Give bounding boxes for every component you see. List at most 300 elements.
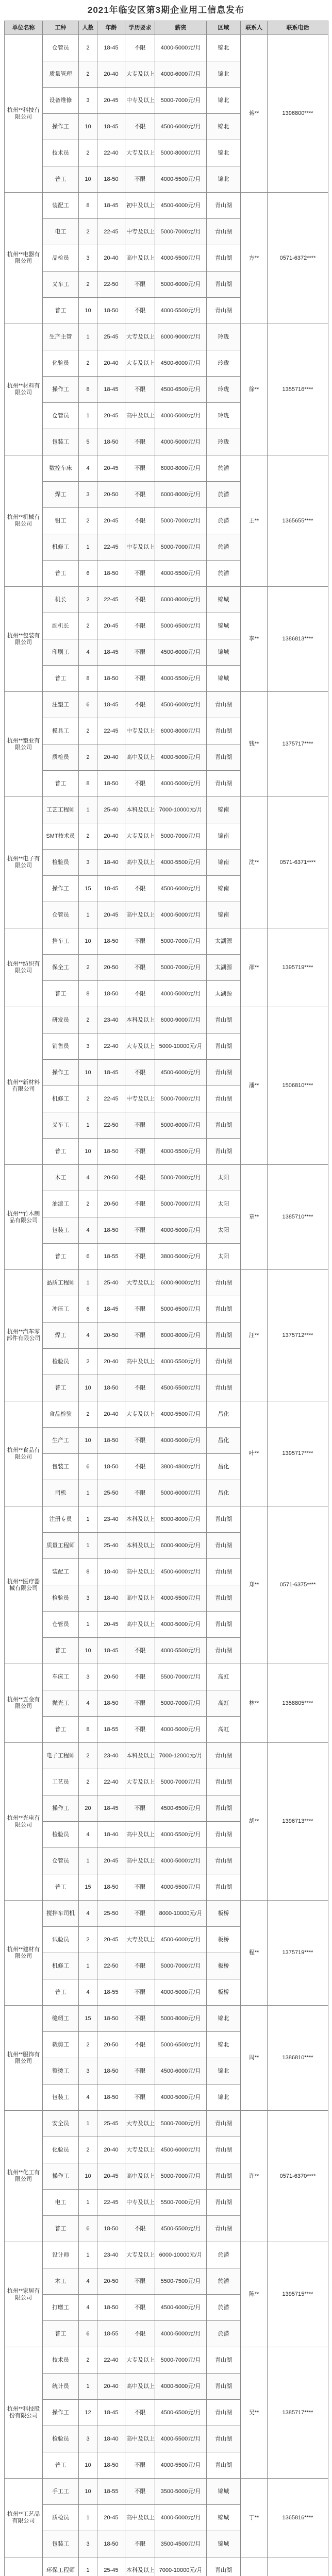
salary-cell: 4000-5000元/月 (155, 1428, 207, 1454)
count-cell: 2 (79, 1007, 97, 1033)
education-cell: 不限 (125, 1060, 155, 1086)
education-cell: 不限 (125, 1296, 155, 1323)
count-cell: 2 (79, 955, 97, 981)
age-cell: 18-50 (97, 2295, 125, 2321)
age-cell: 25-40 (97, 797, 125, 823)
education-cell: 不限 (125, 429, 155, 455)
position-cell: 品检员 (43, 245, 79, 272)
age-cell: 18-50 (97, 666, 125, 692)
count-cell: 6 (79, 1454, 97, 1480)
position-cell: 技术员 (43, 2347, 79, 2374)
count-cell: 15 (79, 2006, 97, 2032)
count-cell: 10 (79, 298, 97, 324)
count-cell: 1 (79, 797, 97, 823)
position-cell: 模具工 (43, 718, 79, 744)
table-row (5, 35, 328, 61)
salary-cell: 6000-9000元/月 (155, 1533, 207, 1559)
count-cell: 6 (79, 692, 97, 718)
area-cell: 青山湖 (207, 193, 241, 219)
phone-cell: 1385710**** (268, 1165, 328, 1270)
phone-cell: 0571-6371**** (268, 797, 328, 928)
area-cell: 青山湖 (207, 1822, 241, 1848)
area-cell: 青山湖 (207, 1506, 241, 1533)
area-cell: 青山湖 (207, 744, 241, 771)
company-name-cell: 杭州**科技有限公司 (5, 35, 43, 193)
salary-cell: 5000-7000元/月 (155, 219, 207, 245)
count-cell: 2 (79, 140, 97, 166)
count-cell: 2 (79, 2137, 97, 2163)
education-cell: 不限 (125, 666, 155, 692)
company-name-cell: 杭州**服饰有限公司 (5, 2006, 43, 2111)
salary-cell: 5000-7000元/月 (155, 1769, 207, 1795)
count-cell: 2 (79, 219, 97, 245)
age-cell: 23-40 (97, 1007, 125, 1033)
age-cell: 18-50 (97, 2058, 125, 2084)
table-row (5, 2557, 328, 2576)
salary-cell: 4500-6000元/月 (155, 1060, 207, 1086)
age-cell: 18-50 (97, 298, 125, 324)
position-cell: 工艺员 (43, 1769, 79, 1795)
education-cell: 不限 (125, 587, 155, 613)
position-cell: 机修工 (43, 1086, 79, 1112)
position-cell: 木工 (43, 2268, 79, 2295)
education-cell: 不限 (125, 508, 155, 534)
age-cell: 20-45 (97, 2163, 125, 2190)
area-cell: 板桥 (207, 1901, 241, 1927)
count-cell: 4 (79, 455, 97, 482)
position-cell: 安全员 (43, 2111, 79, 2137)
position-cell: 技术员 (43, 140, 79, 166)
count-cell: 2 (79, 1086, 97, 1112)
position-cell: 环保工程师 (43, 2557, 79, 2576)
count-cell: 4 (79, 2084, 97, 2111)
phone-cell: 0571-6372**** (268, 193, 328, 324)
education-cell: 不限 (125, 1480, 155, 1506)
table-row (5, 324, 328, 350)
contact-cell: 徐** (241, 324, 268, 455)
contact-cell: 周** (241, 2006, 268, 2111)
age-cell: 20-50 (97, 955, 125, 981)
salary-cell: 5000-7000元/月 (155, 823, 207, 850)
education-cell: 高中及以上 (125, 850, 155, 876)
table-row (5, 1165, 328, 1191)
count-cell: 10 (79, 166, 97, 193)
age-cell: 18-40 (97, 850, 125, 876)
education-cell: 中专及以上 (125, 718, 155, 744)
position-cell: 操作工 (43, 876, 79, 902)
age-cell: 18-45 (97, 876, 125, 902)
contact-cell: 方** (241, 193, 268, 324)
count-cell: 1 (79, 2505, 97, 2531)
position-cell: 研发员 (43, 1007, 79, 1033)
table-row (5, 587, 328, 613)
salary-cell: 4000-5000元/月 (155, 2084, 207, 2111)
education-cell: 高中及以上 (125, 1848, 155, 1874)
position-cell: 普工 (43, 1375, 79, 1401)
table-row (5, 455, 328, 482)
area-cell: 青山湖 (207, 2137, 241, 2163)
table-header-row (5, 21, 328, 35)
education-cell: 高中及以上 (125, 403, 155, 429)
position-cell: 打磨工 (43, 2295, 79, 2321)
position-cell: 电子工程师 (43, 1743, 79, 1769)
position-cell: 普工 (43, 298, 79, 324)
area-cell: 青山湖 (207, 1638, 241, 1664)
education-cell: 高中及以上 (125, 245, 155, 272)
age-cell: 18-45 (97, 1795, 125, 1822)
age-cell: 18-50 (97, 2216, 125, 2242)
age-cell: 18-40 (97, 2426, 125, 2452)
company-name-cell: 杭州**化工有限公司 (5, 2111, 43, 2242)
count-cell: 1 (79, 2557, 97, 2576)
salary-cell: 7000-10000元/月 (155, 797, 207, 823)
position-cell: 机长 (43, 587, 79, 613)
education-cell: 不限 (125, 35, 155, 61)
area-cell: 於潜 (207, 482, 241, 508)
area-cell: 青山湖 (207, 1848, 241, 1874)
salary-cell: 4500-6000元/月 (155, 2058, 207, 2084)
table-row (5, 193, 328, 219)
age-cell: 22-45 (97, 718, 125, 744)
company-name-cell: 杭州**机械有限公司 (5, 455, 43, 587)
salary-cell: 5000-6500元/月 (155, 2032, 207, 2058)
education-cell: 不限 (125, 771, 155, 797)
salary-cell: 4500-6000元/月 (155, 639, 207, 666)
salary-cell: 7000-12000元/月 (155, 1743, 207, 1769)
contact-cell: 郑** (241, 1506, 268, 1664)
age-cell: 22-45 (97, 219, 125, 245)
area-cell: 青山湖 (207, 2557, 241, 2576)
phone-cell: 1365816**** (268, 2479, 328, 2557)
age-cell: 20-45 (97, 1848, 125, 1874)
position-cell: 焊工 (43, 482, 79, 508)
education-cell: 高中及以上 (125, 1559, 155, 1585)
count-cell: 4 (79, 639, 97, 666)
area-cell: 青山湖 (207, 1795, 241, 1822)
count-cell: 15 (79, 1874, 97, 1901)
area-cell: 青山湖 (207, 1060, 241, 1086)
count-cell: 4 (79, 2268, 97, 2295)
phone-cell: 1385717**** (268, 2347, 328, 2479)
count-cell: 6 (79, 2321, 97, 2347)
contact-cell: 叶** (241, 1401, 268, 1506)
area-cell: 太阳 (207, 1191, 241, 1217)
age-cell: 18-40 (97, 1585, 125, 1612)
age-cell: 20-40 (97, 744, 125, 771)
contact-cell: 王** (241, 455, 268, 587)
salary-cell: 5000-6000元/月 (155, 1480, 207, 1506)
education-cell: 中专及以上 (125, 219, 155, 245)
table-row (5, 1270, 328, 1296)
phone-cell: 1375712**** (268, 1270, 328, 1401)
age-cell: 18-45 (97, 114, 125, 140)
age-cell: 20-50 (97, 1165, 125, 1191)
salary-cell: 4500-5500元/月 (155, 2216, 207, 2242)
salary-cell: 6000-8000元/月 (155, 1323, 207, 1349)
count-cell: 6 (79, 1244, 97, 1270)
salary-cell: 5000-7000元/月 (155, 955, 207, 981)
position-cell: 质检员 (43, 2505, 79, 2531)
age-cell: 22-50 (97, 1953, 125, 1979)
salary-cell: 6000-10000元/月 (155, 2242, 207, 2268)
education-cell: 高中及以上 (125, 1822, 155, 1848)
education-cell: 不限 (125, 955, 155, 981)
age-cell: 18-50 (97, 429, 125, 455)
position-cell: 车床工 (43, 1664, 79, 1690)
count-cell: 10 (79, 1139, 97, 1165)
education-cell: 大专及以上 (125, 1401, 155, 1428)
count-cell: 6 (79, 1296, 97, 1323)
area-cell: 锦北 (207, 114, 241, 140)
area-cell: 玲珑 (207, 403, 241, 429)
salary-cell: 4500-5500元/月 (155, 1375, 207, 1401)
age-cell: 18-45 (97, 2400, 125, 2426)
education-cell: 不限 (125, 1638, 155, 1664)
position-cell: 质量工程师 (43, 1533, 79, 1559)
company-name-cell: 杭州**纺织有限公司 (5, 928, 43, 1007)
salary-cell: 4000-5000元/月 (155, 1848, 207, 1874)
area-cell: 太阳 (207, 1217, 241, 1244)
position-cell: 电工 (43, 2190, 79, 2216)
salary-cell: 4000-5000元/月 (155, 771, 207, 797)
count-cell: 4 (79, 1979, 97, 2006)
count-cell: 1 (79, 1270, 97, 1296)
salary-cell: 7000-10000元/月 (155, 2557, 207, 2576)
salary-cell: 4500-6000元/月 (155, 193, 207, 219)
area-cell: 於潜 (207, 455, 241, 482)
age-cell: 25-45 (97, 2111, 125, 2137)
education-cell: 不限 (125, 2268, 155, 2295)
position-cell: 保全工 (43, 955, 79, 981)
education-cell: 不限 (125, 298, 155, 324)
position-cell: 仓管员 (43, 35, 79, 61)
area-cell: 青山湖 (207, 1007, 241, 1033)
area-cell: 锦城 (207, 2505, 241, 2531)
area-cell: 锦南 (207, 797, 241, 823)
count-cell: 3 (79, 1664, 97, 1690)
age-cell: 22-45 (97, 534, 125, 561)
salary-cell: 4000-5000元/月 (155, 403, 207, 429)
age-cell: 18-45 (97, 193, 125, 219)
age-cell: 18-40 (97, 1559, 125, 1585)
position-cell: 操作工 (43, 1060, 79, 1086)
education-cell: 不限 (125, 272, 155, 298)
count-cell: 10 (79, 1375, 97, 1401)
salary-cell: 4500-6000元/月 (155, 1559, 207, 1585)
position-cell: 普工 (43, 166, 79, 193)
salary-cell: 6000-9000元/月 (155, 324, 207, 350)
company-name-cell: 杭州**塑业有限公司 (5, 692, 43, 797)
position-cell: 包装工 (43, 429, 79, 455)
salary-cell: 6000-8000元/月 (155, 455, 207, 482)
count-cell: 8 (79, 981, 97, 1007)
position-cell: 机修工 (43, 534, 79, 561)
area-cell: 锦南 (207, 902, 241, 928)
salary-cell: 5000-7000元/月 (155, 1690, 207, 1717)
count-cell: 4 (79, 1822, 97, 1848)
count-cell: 2 (79, 350, 97, 377)
salary-cell: 4000-5500元/月 (155, 1139, 207, 1165)
table-row (5, 2479, 328, 2505)
count-cell: 10 (79, 2163, 97, 2190)
position-cell: 操作工 (43, 2400, 79, 2426)
position-cell: 普工 (43, 561, 79, 587)
salary-cell: 5000-8000元/月 (155, 2006, 207, 2032)
age-cell: 18-45 (97, 35, 125, 61)
phone-cell (268, 2557, 328, 2576)
salary-cell: 4000-5500元/月 (155, 245, 207, 272)
education-cell: 中专及以上 (125, 2190, 155, 2216)
salary-cell: 6000-8000元/月 (155, 587, 207, 613)
education-cell: 不限 (125, 1165, 155, 1191)
age-cell: 18-45 (97, 639, 125, 666)
age-cell: 20-45 (97, 88, 125, 114)
education-cell: 不限 (125, 2400, 155, 2426)
area-cell: 於潜 (207, 2295, 241, 2321)
position-cell: 操作工 (43, 1795, 79, 1822)
position-cell: 木工 (43, 1165, 79, 1191)
area-cell: 锦北 (207, 2084, 241, 2111)
phone-cell: 1355716**** (268, 324, 328, 455)
education-cell: 本科及以上 (125, 1007, 155, 1033)
salary-cell: 4000-5500元/月 (155, 2452, 207, 2479)
position-cell: 普工 (43, 1244, 79, 1270)
count-cell: 10 (79, 1638, 97, 1664)
count-cell: 4 (79, 1690, 97, 1717)
company-name-cell: 杭州**五金有限公司 (5, 1664, 43, 1743)
salary-cell: 5000-7000元/月 (155, 928, 207, 955)
phone-cell: 1365655**** (268, 455, 328, 587)
education-cell: 不限 (125, 2006, 155, 2032)
position-cell: 司机 (43, 1480, 79, 1506)
position-cell: 检验员 (43, 2426, 79, 2452)
salary-cell: 5000-6500元/月 (155, 613, 207, 639)
area-cell: 锦城 (207, 2479, 241, 2505)
count-cell: 1 (79, 1112, 97, 1139)
contact-cell: 陈** (241, 2242, 268, 2347)
table-row (5, 1007, 328, 1033)
position-cell: 普工 (43, 666, 79, 692)
position-cell: SMT技术员 (43, 823, 79, 850)
page-title: 2021年临安区第3期企业用工信息发布 (87, 5, 245, 15)
table-row (5, 1664, 328, 1690)
position-cell: 包装工 (43, 2531, 79, 2557)
education-cell: 高中及以上 (125, 1612, 155, 1638)
salary-cell: 4000-5500元/月 (155, 298, 207, 324)
count-cell: 6 (79, 561, 97, 587)
age-cell: 18-45 (97, 1060, 125, 1086)
age-cell: 20-45 (97, 1927, 125, 1953)
area-cell: 青山湖 (207, 1349, 241, 1375)
company-name-cell (5, 2557, 43, 2576)
position-cell: 设备维修 (43, 88, 79, 114)
age-cell: 22-40 (97, 1033, 125, 1060)
salary-cell: 4500-6000元/月 (155, 876, 207, 902)
salary-cell: 6000-8000元/月 (155, 718, 207, 744)
count-cell: 2 (79, 1743, 97, 1769)
header-count: 人数 (79, 21, 97, 35)
company-name-cell: 杭州**建材有限公司 (5, 1901, 43, 2006)
area-cell: 青山湖 (207, 771, 241, 797)
position-cell: 操作工 (43, 377, 79, 403)
position-cell: 普工 (43, 2452, 79, 2479)
position-cell: 化验员 (43, 350, 79, 377)
area-cell: 玲珑 (207, 350, 241, 377)
age-cell: 20-50 (97, 1323, 125, 1349)
count-cell: 1 (79, 2242, 97, 2268)
salary-cell: 4500-6000元/月 (155, 350, 207, 377)
area-cell: 锦南 (207, 823, 241, 850)
area-cell: 锦城 (207, 613, 241, 639)
education-cell: 本科及以上 (125, 1533, 155, 1559)
area-cell: 锦北 (207, 88, 241, 114)
salary-cell: 3500-4500元/月 (155, 2531, 207, 2557)
age-cell: 18-50 (97, 2531, 125, 2557)
education-cell: 高中及以上 (125, 2163, 155, 2190)
position-cell: 挡车工 (43, 928, 79, 955)
area-cell: 青山湖 (207, 219, 241, 245)
education-cell: 高中及以上 (125, 1349, 155, 1375)
salary-cell: 4000-5500元/月 (155, 1349, 207, 1375)
education-cell: 不限 (125, 2452, 155, 2479)
salary-cell: 4000-5500元/月 (155, 850, 207, 876)
count-cell: 1 (79, 902, 97, 928)
salary-cell: 3800-5000元/月 (155, 1244, 207, 1270)
position-cell: 整烫工 (43, 2058, 79, 2084)
salary-cell: 3500-5000元/月 (155, 2479, 207, 2505)
count-cell: 12 (79, 2400, 97, 2426)
count-cell: 2 (79, 272, 97, 298)
position-cell: 统计员 (43, 2374, 79, 2400)
area-cell: 板桥 (207, 1927, 241, 1953)
education-cell: 不限 (125, 166, 155, 193)
phone-cell: 0571-6370**** (268, 2111, 328, 2242)
area-cell: 锦北 (207, 61, 241, 88)
position-cell: 注塑工 (43, 692, 79, 718)
count-cell: 1 (79, 2111, 97, 2137)
area-cell: 青山湖 (207, 2190, 241, 2216)
area-cell: 青山湖 (207, 718, 241, 744)
area-cell: 太阳 (207, 1165, 241, 1191)
area-cell: 锦北 (207, 140, 241, 166)
salary-cell: 4500-6500元/月 (155, 377, 207, 403)
table-row (5, 1901, 328, 1927)
count-cell: 4 (79, 1165, 97, 1191)
education-cell: 本科及以上 (125, 2557, 155, 2576)
salary-cell: 4500-6500元/月 (155, 1795, 207, 1822)
phone-cell: 1395715**** (268, 2242, 328, 2347)
position-cell: 检验员 (43, 1585, 79, 1612)
count-cell: 20 (79, 1795, 97, 1822)
salary-cell: 5000-6500元/月 (155, 1296, 207, 1323)
age-cell: 25-50 (97, 1901, 125, 1927)
area-cell: 青山湖 (207, 2374, 241, 2400)
education-cell: 不限 (125, 1979, 155, 2006)
education-cell: 大专及以上 (125, 350, 155, 377)
education-cell: 不限 (125, 1717, 155, 1743)
count-cell: 3 (79, 850, 97, 876)
education-cell: 高中及以上 (125, 2374, 155, 2400)
count-cell: 1 (79, 324, 97, 350)
phone-cell: 0571-6375**** (268, 1506, 328, 1664)
salary-cell: 4000-6000元/月 (155, 61, 207, 88)
area-cell: 青山湖 (207, 2111, 241, 2137)
education-cell: 不限 (125, 876, 155, 902)
area-cell: 於潜 (207, 2242, 241, 2268)
count-cell: 1 (79, 1506, 97, 1533)
salary-cell: 5000-7000元/月 (155, 534, 207, 561)
salary-cell: 5000-6000元/月 (155, 1112, 207, 1139)
